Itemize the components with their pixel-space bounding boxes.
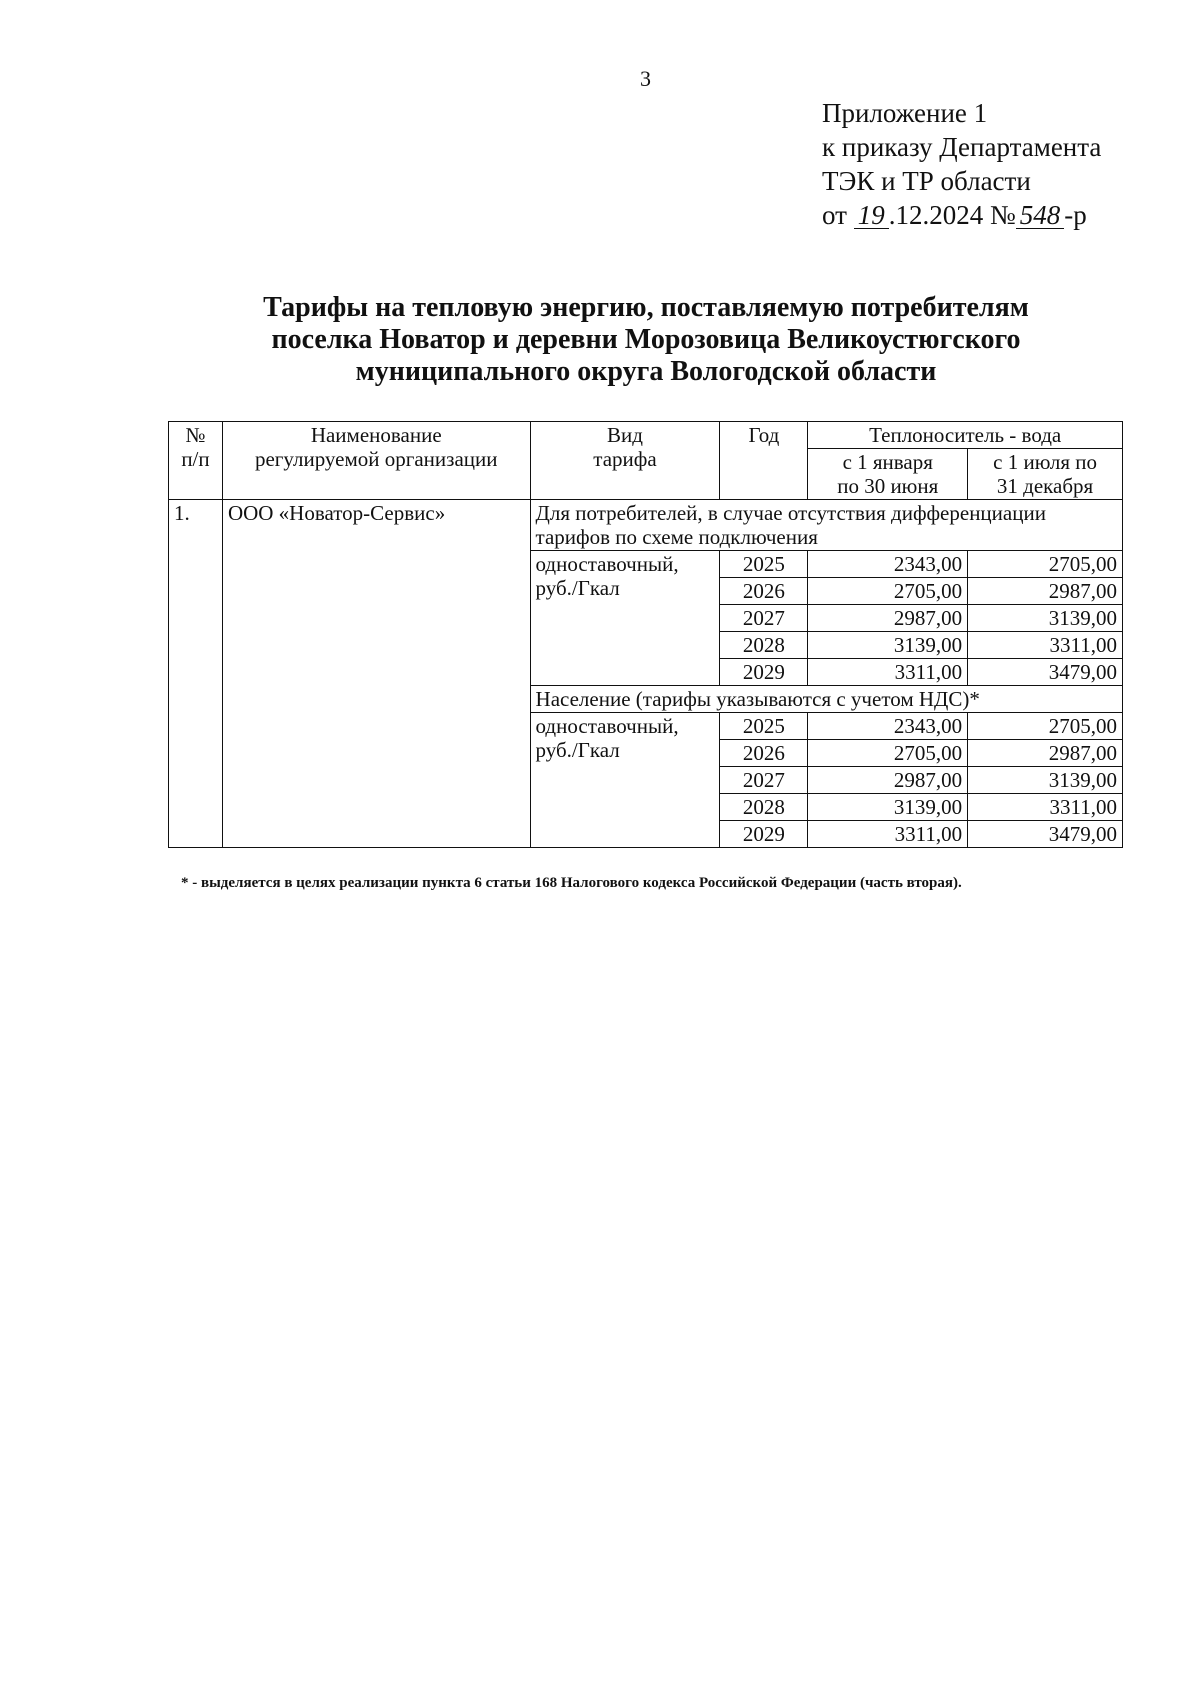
value-h2: 2705,00 xyxy=(968,713,1123,740)
header-carrier: Теплоноситель - вода xyxy=(808,422,1123,449)
order-suffix: -р xyxy=(1064,200,1087,230)
appendix-line-2: к приказу Департамента xyxy=(822,132,1102,162)
header-row xyxy=(169,422,1123,449)
value-h1: 3139,00 xyxy=(808,632,968,659)
header-period-1: с 1 января по 30 июня xyxy=(808,449,968,500)
tariff-type: одноставочный, руб./Гкал xyxy=(530,713,720,848)
year-cell: 2029 xyxy=(720,659,808,686)
year-cell: 2028 xyxy=(720,794,808,821)
year-cell: 2026 xyxy=(720,578,808,605)
tariff-type: одноставочный, руб./Гкал xyxy=(530,551,720,686)
document-title xyxy=(120,292,1172,388)
value-h1: 3311,00 xyxy=(808,659,968,686)
year-cell: 2025 xyxy=(720,551,808,578)
page-number: 3 xyxy=(640,66,651,91)
value-h2: 3139,00 xyxy=(968,767,1123,794)
header-organization: Наименование регулируемой организации xyxy=(222,422,530,500)
year-cell: 2026 xyxy=(720,740,808,767)
year-cell: 2028 xyxy=(720,632,808,659)
value-h1: 2987,00 xyxy=(808,605,968,632)
appendix-block xyxy=(822,96,1101,232)
value-h2: 2987,00 xyxy=(968,578,1123,605)
value-h2: 2705,00 xyxy=(968,551,1123,578)
section-caption: Население (тарифы указываются с учетом НДС)* xyxy=(530,686,1122,713)
appendix-date-line xyxy=(822,198,1101,232)
value-h1: 2343,00 xyxy=(808,713,968,740)
header-tariff-type: Вид тарифа xyxy=(530,422,720,500)
organization-name: ООО «Новатор-Сервис» xyxy=(222,500,530,848)
value-h1: 2705,00 xyxy=(808,578,968,605)
date-prefix: от xyxy=(822,200,847,230)
header-period-2: с 1 июля по 31 декабря xyxy=(968,449,1123,500)
handwritten-day: 19 xyxy=(854,202,889,229)
value-h2: 3479,00 xyxy=(968,821,1123,848)
appendix-line-1: Приложение 1 xyxy=(822,98,988,128)
appendix-line-3: ТЭК и ТР области xyxy=(822,166,1031,196)
title-line-3: муниципального округа Вологодской области xyxy=(355,356,937,387)
value-h1: 2987,00 xyxy=(808,767,968,794)
value-h2: 2987,00 xyxy=(968,740,1123,767)
value-h1: 2705,00 xyxy=(808,740,968,767)
value-h1: 3139,00 xyxy=(808,794,968,821)
title-line-2: поселка Новатор и деревни Морозовица Великоустюгского xyxy=(271,324,1021,355)
header-year: Год xyxy=(720,422,808,500)
row-number: 1. xyxy=(169,500,223,848)
date-rest: .12.2024 № xyxy=(888,200,1016,230)
year-cell: 2027 xyxy=(720,767,808,794)
value-h2: 3479,00 xyxy=(968,659,1123,686)
value-h1: 2343,00 xyxy=(808,551,968,578)
value-h2: 3139,00 xyxy=(968,605,1123,632)
year-cell: 2027 xyxy=(720,605,808,632)
year-cell: 2029 xyxy=(720,821,808,848)
title-line-1: Тарифы на тепловую энергию, поставляемую потребителям xyxy=(263,292,1029,323)
header-number: № п/п xyxy=(169,422,223,500)
handwritten-order-number: 548 xyxy=(1016,202,1065,229)
year-cell: 2025 xyxy=(720,713,808,740)
section-caption-row xyxy=(169,500,1123,551)
section-caption: Для потребителей, в случае отсутствия дифференциации тарифов по схеме подключения xyxy=(530,500,1122,551)
value-h2: 3311,00 xyxy=(968,794,1123,821)
value-h1: 3311,00 xyxy=(808,821,968,848)
value-h2: 3311,00 xyxy=(968,632,1123,659)
tariff-table xyxy=(168,421,1123,848)
footnote: * - выделяется в целях реализации пункта 6 статьи 168 Налогового кодекса Российской Федерации (часть вторая). xyxy=(181,875,962,891)
